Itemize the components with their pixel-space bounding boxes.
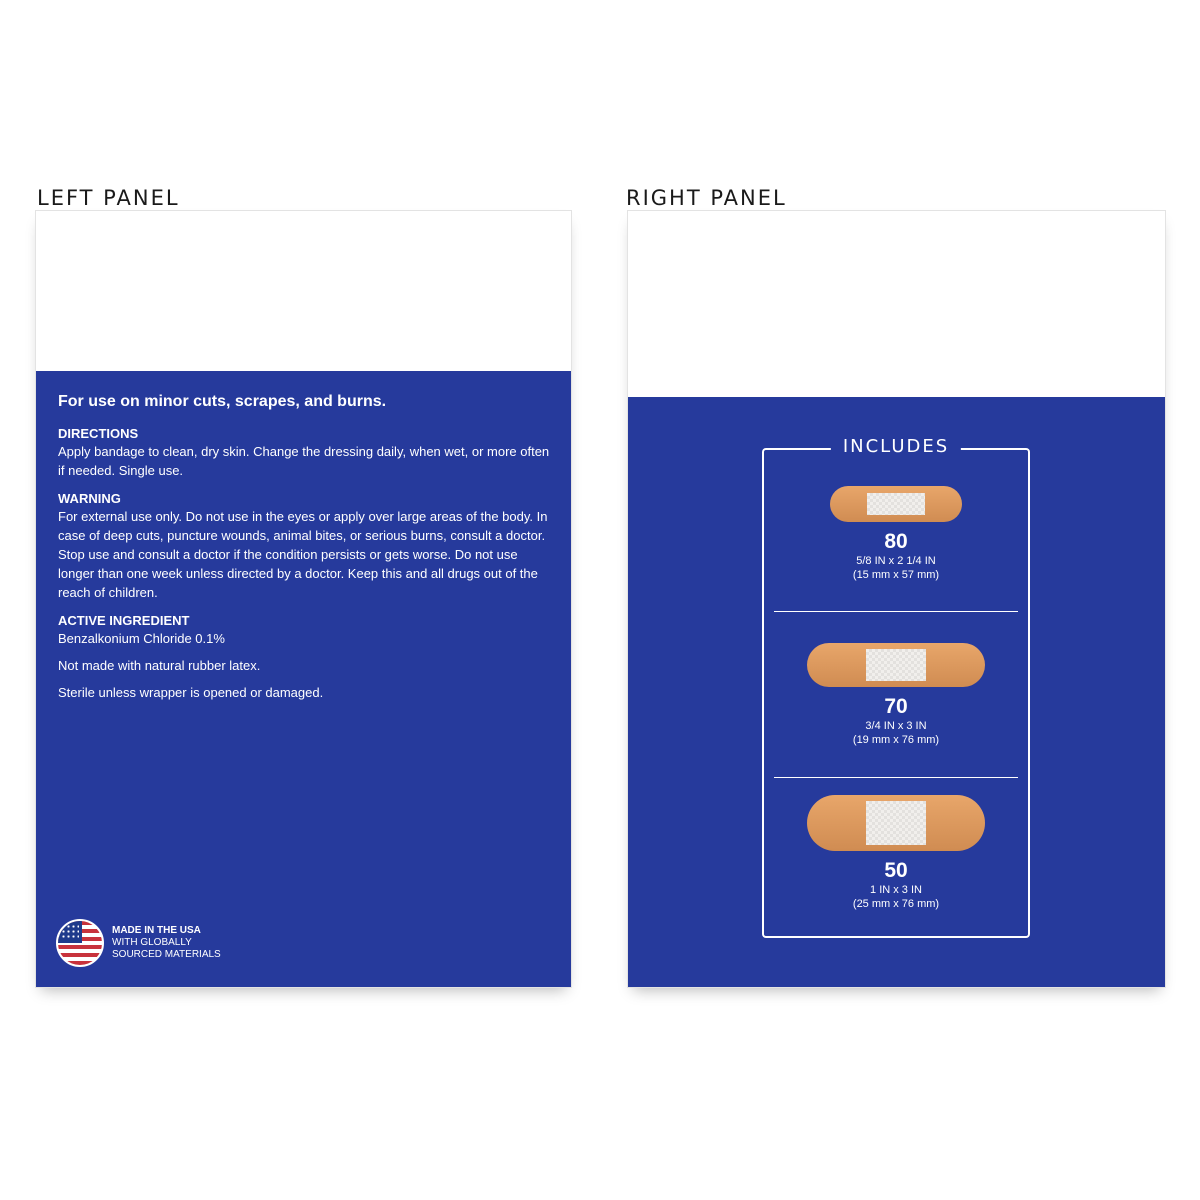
left-panel-heading: LEFT PANEL	[37, 186, 180, 210]
item-size-mm: (25 mm x 76 mm)	[852, 898, 940, 910]
directions-heading: DIRECTIONS	[58, 426, 139, 441]
sterile-note: Sterile unless wrapper is opened or damaged.	[58, 685, 324, 700]
item-count: 80	[884, 530, 908, 553]
left-panel-text	[58, 393, 553, 713]
item-count: 70	[884, 695, 908, 718]
latex-note: Not made with natural rubber latex.	[58, 658, 261, 673]
item-divider	[774, 777, 1018, 778]
bandage-icon	[807, 643, 985, 687]
item-size-in: 5/8 IN x 2 1/4 IN	[856, 555, 936, 567]
active-ingredient-heading: ACTIVE INGREDIENT	[58, 613, 190, 628]
includes-box	[762, 436, 1030, 938]
includes-label: INCLUDES	[831, 436, 961, 457]
includes-item-50	[764, 795, 1028, 911]
bandage-icon	[830, 486, 962, 522]
right-panel	[627, 210, 1166, 988]
bandage-icon	[807, 795, 985, 851]
us-flag-icon	[56, 919, 104, 967]
warning-heading: WARNING	[58, 491, 121, 506]
made-in-usa-badge	[56, 919, 221, 967]
includes-item-70	[764, 643, 1028, 747]
right-panel-blue-area	[628, 397, 1165, 987]
left-panel	[35, 210, 572, 988]
warning-text: For external use only. Do not use in the eyes or apply over large areas of the body. In case of deep cuts, puncture wounds, animal bites, or serious burns, consult a doctor. Stop use and consult a doctor if the condition persists or gets worse. Do not use longer than one week unless directed by a doctor. Keep this and all drugs out of the reach of children.	[58, 509, 548, 600]
made-in-line-1: MADE IN THE USA	[112, 925, 201, 936]
active-ingredient-text: Benzalkonium Chloride 0.1%	[58, 631, 225, 646]
made-in-line-3: SOURCED MATERIALS	[112, 949, 221, 960]
made-in-usa-text	[112, 925, 221, 961]
item-count: 50	[884, 859, 908, 882]
right-panel-heading: RIGHT PANEL	[626, 186, 787, 210]
directions-text: Apply bandage to clean, dry skin. Change the dressing daily, when wet, or more often if needed. Single use.	[58, 444, 550, 478]
usage-intro: For use on minor cuts, scrapes, and burns.	[58, 393, 387, 410]
made-in-line-2: WITH GLOBALLY	[112, 937, 192, 948]
item-divider	[774, 611, 1018, 612]
item-size-mm: (19 mm x 76 mm)	[852, 734, 940, 746]
includes-item-80	[764, 486, 1028, 582]
left-panel-blue-area	[36, 371, 571, 987]
item-size-mm: (15 mm x 57 mm)	[852, 569, 940, 581]
item-size-in: 3/4 IN x 3 IN	[865, 720, 927, 732]
item-size-in: 1 IN x 3 IN	[870, 884, 922, 896]
